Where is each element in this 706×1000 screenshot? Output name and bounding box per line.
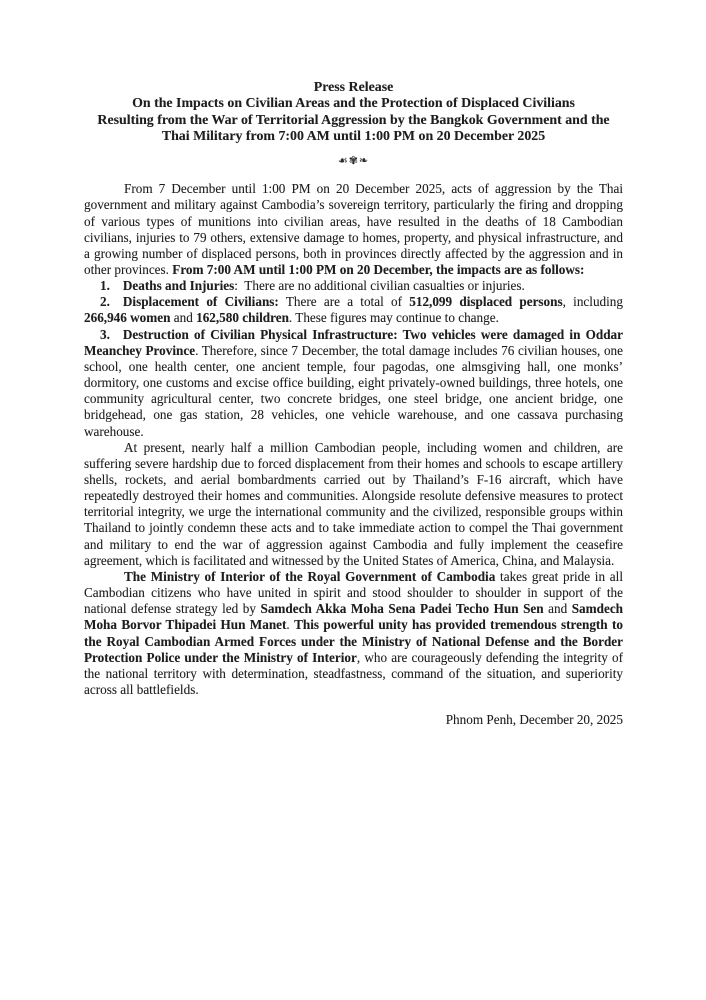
item-3-text: . Therefore, since 7 December, the total damage includes 76 civilian houses, one school, one health center, one ancient temple, four pagodas, one almsgiving hall, one monks’ dormitory, one customs and excise office building, eight privately-owned buildings, three hotels, one community agricultural center, two concrete bridges, one steel bridge, one ancient bridge, one bridgehead, one gas station, 28 vehicles, one vehicle warehouse, and one cassava purchasing warehouse.: [84, 342, 623, 439]
item-2-text-b: , including: [562, 294, 623, 310]
item-1-text: : There are no additional civilian casualties or injuries.: [234, 278, 525, 294]
item-1-heading: Deaths and Injuries: [122, 278, 235, 294]
ministry-bold: The Ministry of Interior of the Royal Government of Cambodia: [124, 568, 496, 584]
intro-text: From 7 December until 1:00 PM on 20 December 2025, acts of aggression by the Thai government and military against Cambodia’s sovereign territory, particularly the firing and dropping of various types of munitions into civilian areas, have resulted in the deaths of 18 Cambodian civilians, injuries to 79 others, extensive damage to homes, property, and physical infrastructure, and a growing number of displaced persons, both in provinces directly affected by the aggression and in other provinces.: [84, 181, 623, 277]
hardship-text: At present, nearly half a million Cambodian people, including women and children, are suffering severe hardship due to forced displacement from their homes and schools to escape artillery shells, rockets, and aerial bombardments carried out by Thailand’s F-16 aircraft, which have repeatedly destroyed their homes and communities. Alongside resolute defensive measures to protect territorial integrity, we urge the international community and the civilized, responsible groups within Thailand to jointly condemn these acts and to take immediate action to compel the Thai government and military to end the war of aggression against Cambodia and fully implement the ceasefire agreement, which is facilitated and witnessed by the United States of America, China, and Malaysia.: [84, 439, 623, 568]
title-line-1: Press Release: [313, 80, 394, 95]
title-line-2: On the Impacts on Civilian Areas and the Protection of Displaced Civilians: [132, 96, 575, 112]
item-2-children-count: 162,580 children: [196, 310, 289, 326]
floral-divider-icon: ☙✾❧: [337, 154, 370, 168]
leader-hun-sen-bold: Samdech Akka Moha Sena Padei Techo Hun Sen: [260, 601, 544, 617]
document-title: [84, 80, 623, 145]
ministry-text-a: takes great pride in all Cambodian citizens who have united in spirit and stood shoulder to shoulder in support of the national defense strategy led by: [84, 568, 623, 617]
item-3-heading: Destruction of Civilian Physical Infrastructure: Two vehicles were damaged in Oddar Meanchey Province: [84, 326, 623, 358]
list-item-deaths-injuries: [84, 278, 623, 294]
item-3-number: 3.: [100, 326, 110, 342]
leader-hun-manet-bold: Samdech Moha Borvor Thipadei Hun Manet: [84, 601, 624, 633]
item-2-text-a: There are a total of: [278, 294, 410, 310]
paragraph-hardship-appeal: [84, 440, 623, 569]
title-line-3: Resulting from the War of Territorial Aggression by the Bangkok Government and the: [97, 112, 610, 128]
paragraph-introduction: [84, 181, 623, 278]
item-2-heading: Displacement of Civilians:: [122, 294, 279, 310]
title-line-4: Thai Military from 7:00 AM until 1:00 PM on 20 December 2025: [161, 128, 546, 144]
document-body: [84, 181, 623, 728]
unity-bold: This powerful unity has provided tremendous strength to the Royal Cambodian Armed Forces under the Ministry of National Defense and the Border Protection Police under the Ministry of Interior: [84, 617, 624, 665]
item-2-number: 2.: [100, 294, 110, 310]
item-2-displaced-count: 512,099 displaced persons: [409, 294, 563, 310]
dateline: Phnom Penh, December 20, 2025: [445, 712, 623, 728]
list-item-displacement: [84, 294, 623, 326]
paragraph-ministry-statement: [84, 569, 623, 698]
intro-bold-impacts: From 7:00 AM until 1:00 PM on 20 December, the impacts are as follows:: [172, 261, 585, 277]
item-2-text-c: and: [170, 310, 197, 326]
item-2-text-d: . These figures may continue to change.: [288, 310, 499, 326]
ministry-text-d: , who are courageously defending the integrity of the national territory with determination, steadfastness, command of the situation, and superiority across all battlefields.: [84, 649, 623, 698]
list-item-infrastructure: [84, 327, 623, 440]
ministry-text-b: and: [543, 601, 572, 617]
item-2-women-count: 266,946 women: [84, 310, 171, 326]
ministry-text-c: .: [286, 617, 295, 633]
item-1-number: 1.: [100, 278, 110, 294]
